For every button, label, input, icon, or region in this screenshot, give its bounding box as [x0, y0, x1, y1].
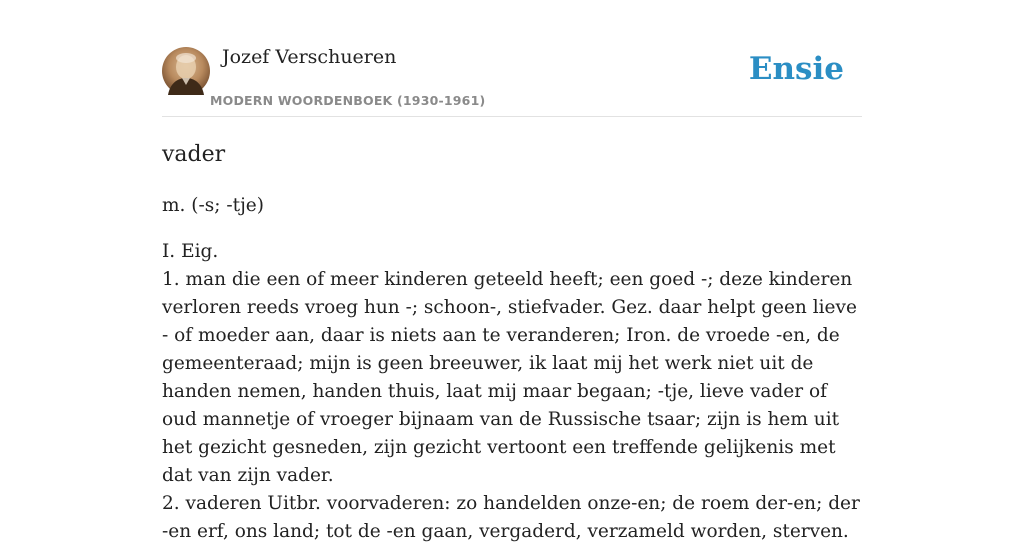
- portrait-icon: [162, 47, 210, 95]
- definition-line: I. Eig.: [162, 241, 219, 262]
- author-avatar[interactable]: [162, 47, 210, 95]
- author-name-link[interactable]: Jozef Verschueren: [222, 46, 397, 68]
- definition-line: 2. vaderen Uitbr. voorvaderen: zo handelden onze-en; de roem der-en; der -en erf, ons land; tot de -en gaan, vergaderd, verzameld worden, sterven.: [162, 493, 860, 542]
- entry-content: [162, 140, 862, 546]
- grammar-info: m. (-s; -tje): [162, 195, 264, 216]
- definition-text: [162, 238, 862, 546]
- source-dictionary-link[interactable]: MODERN WOORDENBOEK (1930-1961): [210, 93, 486, 108]
- page-title: vader: [162, 142, 226, 167]
- definition-line: 1. man die een of meer kinderen geteeld heeft; een goed -; deze kinderen verloren reeds vroeg hun -; schoon-, stiefvader. Gez. daar helpt geen lieve - of moeder aan, daar is niets aan te veranderen; Iron. de vroede -en, de gemeenteraad; mijn is geen breeuwer, ik laat mij het werk niet uit de handen nemen, handen thuis, laat mij maar begaan; -tje, lieve vader of oud mannetje of vroeger bijnaam van de Russische tsaar; zijn is hem uit het gezicht gesneden, zijn gezicht vertoont een treffende gelijkenis met dat van zijn vader.: [162, 269, 857, 486]
- ensie-logo-link[interactable]: Ensie: [748, 51, 844, 87]
- entry-header: [162, 44, 862, 117]
